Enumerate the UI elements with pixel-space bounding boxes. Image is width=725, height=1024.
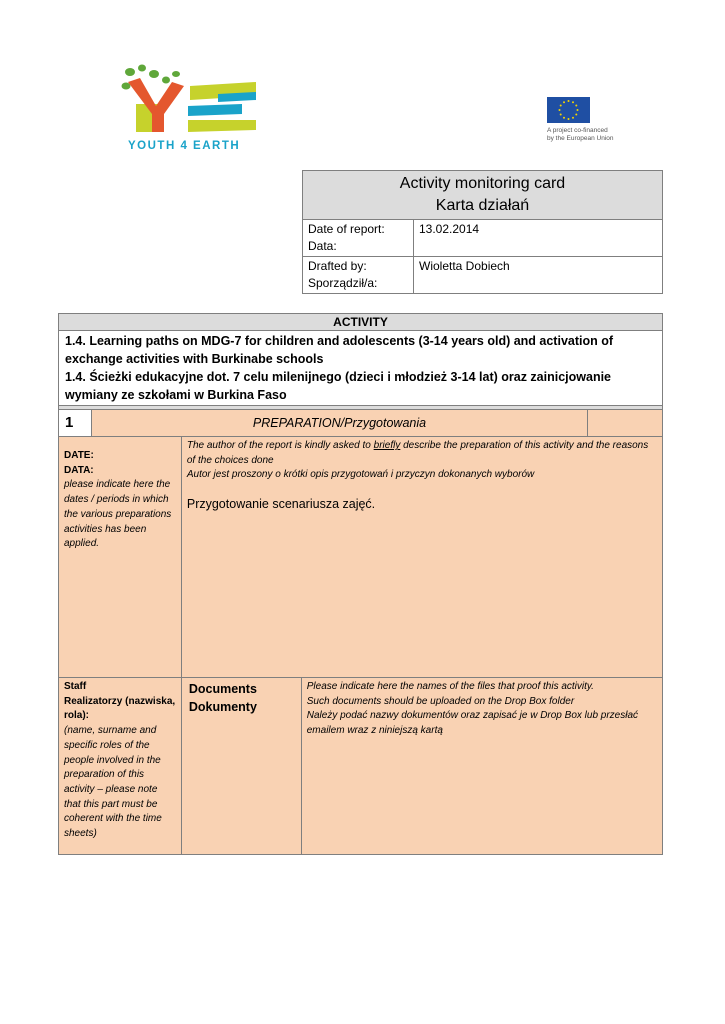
eu-flag-icon [547, 97, 590, 123]
drafted-value[interactable]: Wioletta Dobiech [414, 257, 663, 294]
preparation-text[interactable]: Przygotowanie scenariusza zajęć. [186, 497, 376, 512]
documents-content-cell[interactable]: Please indicate here the names of the files that proof this activity. Such documents should be uploaded on the Drop Box folder Należy podać nazwy dokumentów oraz zapisać je w Drop Box lub przesłać emailem wraz z niniejszą kartą [301, 678, 662, 855]
documents-label-cell: Documents Dokumenty [181, 678, 301, 855]
card-title: Activity monitoring card Karta działań [303, 171, 663, 220]
monitoring-card-header [302, 170, 663, 294]
activity-form [58, 313, 663, 855]
preparation-instructions: The author of the report is kindly asked to briefly describe the preparation of this activity and the reasons of the choices done [186, 440, 649, 466]
staff-cell: Staff Realizatorzy (nazwiska, rola): (name, surname and specific roles of the people involved in the preparation of this activity – please note that this part must be coherent with the time sheets) [59, 678, 182, 855]
drafted-label: Drafted by: Sporządził/a: [303, 257, 414, 294]
date-label: Date of report: Data: [303, 220, 414, 257]
preparation-title: PREPARATION/Przygotowania [92, 410, 588, 436]
eu-caption: A project co-financed by the European Union [547, 127, 614, 142]
activity-header: ACTIVITY [59, 314, 663, 331]
date-cell: DATE: DATA: please indicate here the dates / periods in which the various preparations activities has been applied. [59, 437, 182, 678]
section-number: 1 [59, 410, 92, 436]
date-value[interactable]: 13.02.2014 [414, 220, 663, 257]
preparation-header [59, 410, 662, 436]
activity-description: 1.4. Learning paths on MDG-7 for children and adolescents (3-14 years old) and activation of exchange activities with Burkinabe schools 1.4. Ścieżki edukacyjne dot. 7 celu milenijnego (dzieci i młodzież 3-14 lat) oraz zainicjowanie wymiany ze szkołami w Burkina Faso [59, 331, 663, 406]
logo-text: YOUTH 4 EARTH [128, 140, 241, 152]
preparation-content-cell[interactable]: The author of the report is kindly asked to briefly describe the preparation of this activity and the reasons of the choices done Autor jest proszony o krótki opis przygotowań i przyczyn dokonanych wyborów Przygotowanie scenariusza zajęć. [181, 437, 662, 678]
